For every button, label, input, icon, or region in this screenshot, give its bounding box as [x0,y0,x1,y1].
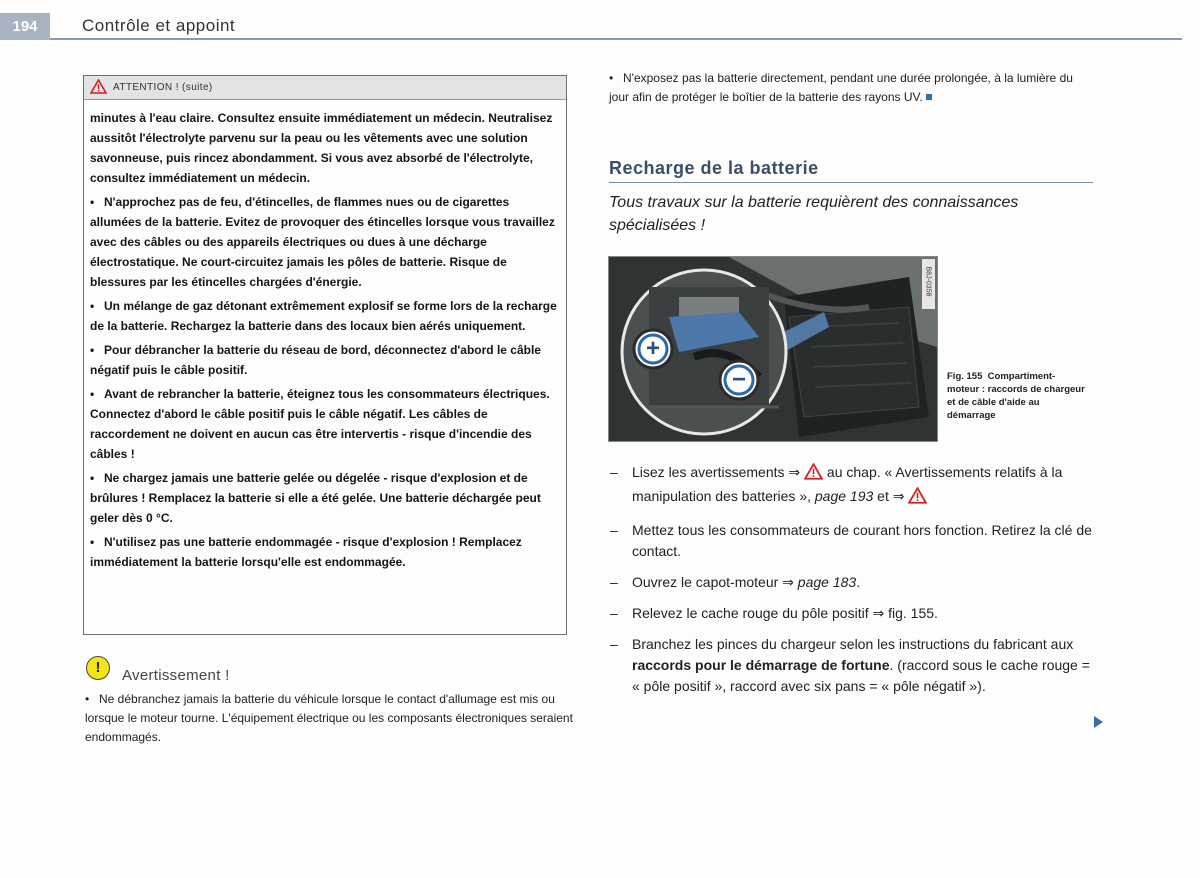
advisory-title: Avertissement ! [122,667,230,684]
page-number: 194 [0,13,50,40]
section-title: Recharge de la batterie [609,158,819,178]
warning-bullet: • N'approchez pas de feu, d'étincelles, de flammes nues ou de cigarettes allumées de la batterie. Evitez de provoquer des étincelles lorsque vous travaillez avec des câbles ou des appareils électriques ou dues à une décharge électrostatique. Ne court-circuitez jamais les pôles de batterie. Risque de blessures par les étincelles chargées d'énergie. [90,195,555,289]
step-item: – Lisez les avertissements ⇒ au chap. « Avertissements relatifs à la manipulation des batteries », page 193 et ⇒ [610,462,1094,510]
step-item: – Branchez les pinces du chargeur selon les instructions du fabricant aux raccords pour le démarrage de fortune. (raccord sous le cache rouge = « pôle positif », raccord avec six pans = « pôle négatif »). [610,636,1090,694]
warning-header [84,76,566,100]
section-rule [609,182,1093,183]
warning-triangle-icon [90,79,107,97]
minus-terminal-symbol: − [731,366,746,393]
step-item: – Relevez le cache rouge du pôle positif ⇒ fig. 155. [610,605,938,621]
uv-bullet: • N'exposez pas la batterie directement, pendant une durée prolongée, à la lumière du jour afin de protéger le boîtier de la batterie des rayons UV. [609,71,1073,104]
warning-bullet: • Avant de rebrancher la batterie, éteignez tous les consommateurs électriques. Connectez d'abord le câble positif puis le câble négatif. Les câbles de raccordement ne doivent en aucun cas être intervertis - risque d'incendie des câbles ! [90,387,550,461]
advisory-icon: ! [86,656,110,680]
warning-bullet: • Pour débrancher la batterie du réseau de bord, déconnectez d'abord le câble négatif puis le câble positif. [90,343,541,377]
warning-body [84,100,566,572]
warning-bullet: • N'utilisez pas une batterie endommagée - risque d'explosion ! Remplacez immédiatement la batterie lorsqu'elle est endommagée. [90,535,522,569]
figure-caption [947,370,1087,422]
figure-caption-label: Fig. 155 [947,371,983,382]
figure-caption-text: Compartiment-moteur : raccords de chargeur et de câble d'aide au démarrage [947,371,1085,421]
step-item: – Mettez tous les consommateurs de courant hors fonction. Retirez la clé de contact. [610,522,1092,559]
step-item: – Ouvrez le capot-moteur ⇒ page 183. [610,574,861,590]
warning-box [83,75,567,635]
advisory-text: • Ne débranchez jamais la batterie du véhicule lorsque le contact d'allumage est mis ou lorsque le moteur tourne. L'équipement électrique ou les composants électroniques seraient endommagés. [85,692,573,744]
engine-figure [608,256,938,442]
warning-bullet: • Un mélange de gaz détonant extrêmement explosif se forme lors de la recharge de la batterie. Rechargez la batterie dans des locaux bien aérés uniquement. [90,299,557,333]
warning-paragraph: minutes à l'eau claire. Consultez ensuite immédiatement un médecin. Neutralisez aussitôt l'électrolyte parvenu sur la peau ou les vêtements avec une solution savonneuse, puis rincez abondamment. Si vous avez absorbé de l'électrolyte, consultez immédiatement un médecin. [90,111,553,185]
warning-triangle-icon [804,463,823,486]
chapter-title: Contrôle et appoint [82,16,236,35]
warning-triangle-icon [908,487,927,510]
warning-header-label: ATTENTION ! (suite) [113,82,213,93]
figure-code: B8J-0358 [924,266,932,297]
warning-bullet: • Ne chargez jamais une batterie gelée ou dégelée - risque d'explosion et de brûlures ! Remplacez la batterie si elle a été gelée. Une batterie déchargée peut geler dès 0 °C. [90,471,541,525]
plus-terminal-symbol: + [645,335,660,362]
instruction-steps [610,462,1094,707]
end-square-icon [926,94,932,100]
continue-arrow-icon [1094,716,1103,728]
header-rule [50,38,1182,40]
section-intro: Tous travaux sur la batterie requièrent des connaissances spécialisées ! [609,194,1019,234]
